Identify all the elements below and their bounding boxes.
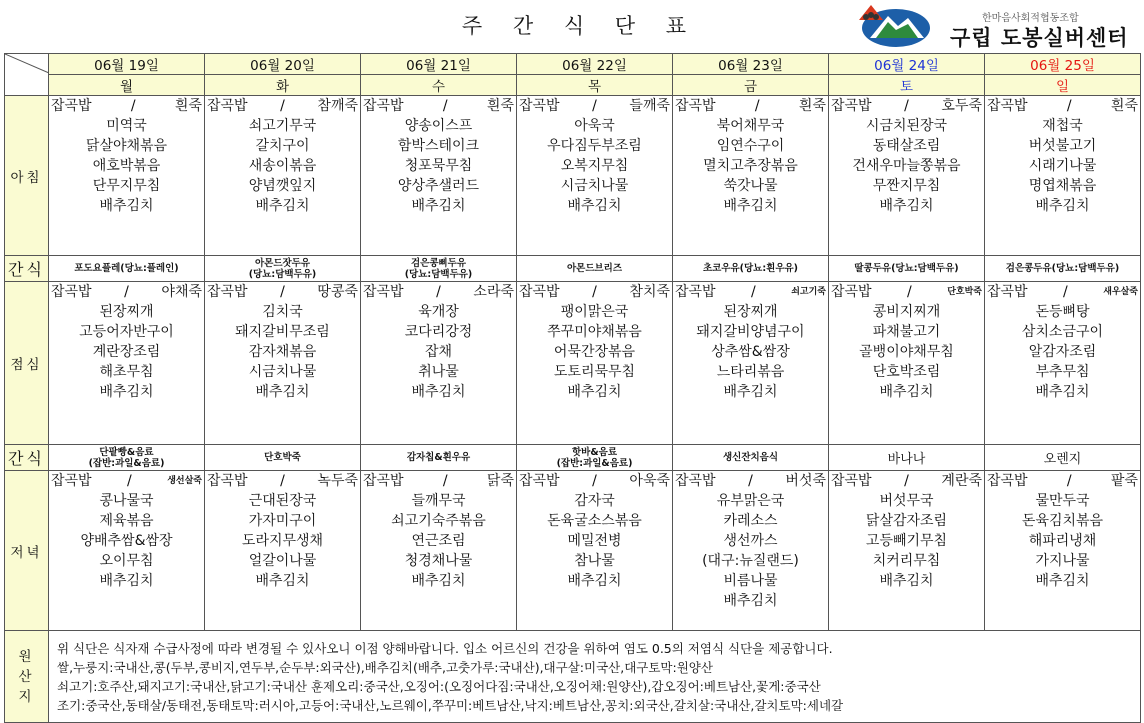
menu-item: 돼지갈비무조림 [235, 324, 330, 340]
dinner-cell [205, 471, 361, 631]
rice-name: 잡곡밥 [363, 473, 404, 489]
menu-item: 파채불고기 [872, 324, 941, 340]
slash-separator: / [751, 284, 756, 300]
rice-name: 잡곡밥 [519, 284, 560, 300]
rice-porridge-line [205, 96, 360, 116]
menu-item: 명엽채볶음 [1028, 178, 1097, 194]
corner-cell [5, 54, 49, 96]
menu-item: 쑥갓나물 [723, 178, 778, 194]
porridge-name: 새우살죽 [1103, 287, 1138, 297]
snack-cell: 생신잔치음식 [673, 445, 829, 471]
snack-cell: 오렌지 [985, 445, 1141, 471]
dinner-cell [985, 471, 1141, 631]
origin-label-text [5, 647, 48, 707]
weekday-row [5, 75, 1141, 96]
snack-cell: 검은콩두유(당뇨:담백두유) [985, 256, 1141, 282]
menu-item: 아욱국 [574, 118, 615, 134]
slash-separator: / [754, 98, 760, 114]
menu-item: 취나물 [418, 364, 459, 380]
menu-item: 닭살감자조림 [865, 513, 948, 529]
snack1-label: 간식 [5, 256, 49, 282]
porridge-name: 흰죽 [486, 98, 514, 114]
rice-name: 잡곡밥 [363, 284, 404, 300]
menu-item: 도라지무생채 [241, 533, 324, 549]
menu-item: 느타리볶음 [716, 364, 785, 380]
menu-item: (대구:뉴질랜드) [702, 553, 799, 569]
menu-item: 양념깻잎지 [248, 178, 317, 194]
dinner-cell [517, 471, 673, 631]
slash-separator: / [592, 284, 597, 300]
rice-porridge-line [517, 282, 672, 302]
rice-name: 잡곡밥 [675, 98, 716, 114]
dinner-cell [829, 471, 985, 631]
date-wed: 06월 21일 [361, 54, 517, 75]
rice-porridge-line [49, 96, 204, 116]
menu-item: 제육볶음 [99, 513, 154, 529]
lunch-cell [673, 282, 829, 445]
menu-item: 배추김치 [99, 573, 154, 589]
menu-item: 된장찌개 [723, 304, 778, 320]
dinner-cell [361, 471, 517, 631]
menu-item: 어묵간장볶음 [553, 344, 636, 360]
rice-name: 잡곡밥 [831, 473, 872, 489]
weekday-wed: 수 [361, 75, 517, 96]
rice-name: 잡곡밥 [987, 98, 1028, 114]
notes-cell [49, 631, 1141, 723]
rice-name: 잡곡밥 [51, 98, 92, 114]
menu-item: 카레소스 [723, 513, 778, 529]
date-tue: 06월 20일 [205, 54, 361, 75]
menu-item: 닭살야채볶음 [85, 138, 168, 154]
menu-item: 해초무침 [99, 364, 154, 380]
menu-item: 치커리무침 [872, 553, 941, 569]
menu-item: 무짠지무침 [872, 178, 941, 194]
snack1-row [5, 256, 1141, 282]
rice-porridge-line [205, 471, 360, 491]
lunch-label: 점심 [5, 282, 49, 445]
porridge-name: 흰죽 [174, 98, 202, 114]
slash-separator: / [1066, 98, 1072, 114]
menu-item: 우다짐두부조림 [547, 138, 642, 154]
menu-item: 도토리묵무침 [553, 364, 636, 380]
breakfast-label: 아침 [5, 96, 49, 256]
rice-porridge-line [985, 471, 1140, 491]
menu-item: 유부맑은국 [716, 493, 785, 509]
weekday-mon: 월 [49, 75, 205, 96]
snack-cell: 포도요플레(당뇨:플레인) [49, 256, 205, 282]
breakfast-cell [517, 96, 673, 256]
rice-porridge-line [517, 96, 672, 116]
rice-name: 잡곡밥 [987, 284, 1028, 300]
date-mon: 06월 19일 [49, 54, 205, 75]
porridge-name: 녹두죽 [317, 473, 358, 489]
weekday-thu: 목 [517, 75, 673, 96]
porridge-name: 흰죽 [1110, 98, 1138, 114]
diagonal-line [5, 54, 49, 92]
rice-name: 잡곡밥 [675, 284, 716, 300]
lunch-cell [49, 282, 205, 445]
menu-item: 얼갈이나물 [248, 553, 317, 569]
lunch-cell [361, 282, 517, 445]
rice-porridge-line [49, 471, 204, 491]
porridge-name: 흰죽 [798, 98, 826, 114]
menu-item: 팽이맑은국 [560, 304, 629, 320]
rice-name: 잡곡밥 [51, 473, 92, 489]
logo-title: 구립 도봉실버센터 [950, 26, 1129, 50]
rice-porridge-line [673, 471, 828, 491]
menu-item: 김치국 [262, 304, 303, 320]
rice-porridge-line [517, 471, 672, 491]
menu-item: 북어채무국 [716, 118, 785, 134]
menu-item: 애호박볶음 [92, 158, 161, 174]
menu-item: 버섯불고기 [1028, 138, 1097, 154]
snack-cell: 검은콩삐두유 (당뇨:담백두유) [361, 256, 517, 282]
menu-item: 배추김치 [99, 384, 154, 400]
rice-name: 잡곡밥 [519, 473, 560, 489]
menu-item: 양배추쌈&쌈장 [80, 533, 173, 549]
menu-item: 시금치나물 [560, 178, 629, 194]
menu-item: 미역국 [106, 118, 147, 134]
menu-item: 배추김치 [255, 198, 310, 214]
porridge-name: 계란죽 [941, 473, 982, 489]
menu-item: 배추김치 [255, 573, 310, 589]
menu-item: 참나물 [574, 553, 615, 569]
porridge-name: 닭죽 [486, 473, 514, 489]
date-fri: 06월 23일 [673, 54, 829, 75]
lunch-cell [829, 282, 985, 445]
breakfast-row [5, 96, 1141, 256]
date-sun: 06월 25일 [985, 54, 1141, 75]
slash-separator: / [130, 98, 136, 114]
menu-item: 해파리냉채 [1028, 533, 1097, 549]
rice-name: 잡곡밥 [51, 284, 92, 300]
menu-item: 쇠고기숙주볶음 [391, 513, 486, 529]
rice-porridge-line [361, 471, 516, 491]
rice-porridge-line [49, 282, 204, 302]
weekly-menu-table [4, 53, 1141, 723]
rice-name: 잡곡밥 [831, 284, 872, 300]
porridge-name: 야채죽 [161, 284, 202, 300]
menu-item: 고등어자반구이 [79, 324, 174, 340]
slash-separator: / [124, 284, 129, 300]
note-line: 위 식단은 식자재 수급사정에 따라 변경될 수 있사오니 이점 양해바랍니다. 입소 어르신의 건강을 위하여 염도 0.5의 저염식 식단을 제공합니다. [57, 640, 833, 656]
menu-item: 들깨무국 [411, 493, 466, 509]
menu-item: 배추김치 [723, 384, 778, 400]
snack-cell: 아몬드브리즈 [517, 256, 673, 282]
menu-item: 멸치고추장볶음 [703, 158, 798, 174]
snack2-label: 간식 [5, 445, 49, 471]
menu-item: 단호박조림 [872, 364, 941, 380]
rice-name: 잡곡밥 [207, 284, 248, 300]
coop-icon [858, 4, 884, 22]
menu-item: 새송이볶음 [248, 158, 317, 174]
lunch-cell [205, 282, 361, 445]
breakfast-cell [205, 96, 361, 256]
rice-porridge-line [673, 96, 828, 116]
origin-label-char: 산 [18, 668, 35, 685]
menu-item: 배추김치 [411, 573, 466, 589]
porridge-name: 참깨죽 [317, 98, 358, 114]
slash-separator: / [436, 284, 441, 300]
rice-porridge-line [829, 282, 984, 302]
menu-item: 연근조림 [411, 533, 466, 549]
menu-item: 배추김치 [567, 198, 622, 214]
snack2-row [5, 445, 1141, 471]
menu-item: 상추쌈&쌈장 [711, 344, 790, 360]
rice-porridge-line [829, 471, 984, 491]
weekday-fri: 금 [673, 75, 829, 96]
snack-cell: 딸콩두유(당뇨:담백두유) [829, 256, 985, 282]
porridge-name: 들깨죽 [629, 98, 670, 114]
logo [858, 4, 1138, 48]
page-title: 주 간 식 단 표 [461, 14, 699, 38]
menu-item: 배추김치 [879, 198, 934, 214]
porridge-name: 참치죽 [629, 284, 670, 300]
porridge-name: 땅콩죽 [317, 284, 358, 300]
menu-item: 쭈꾸미야채볶음 [547, 324, 642, 340]
menu-item: 쇠고기무국 [248, 118, 317, 134]
slash-separator: / [127, 473, 132, 489]
menu-item: 콩나물국 [99, 493, 154, 509]
weekday-tue: 화 [205, 75, 361, 96]
menu-item: 청경채나물 [404, 553, 473, 569]
porridge-name: 쇠고기죽 [791, 287, 826, 297]
snack-cell: 아몬드잣두유 (당뇨:담백두유) [205, 256, 361, 282]
slash-separator: / [1066, 473, 1072, 489]
menu-item: 물만두국 [1035, 493, 1090, 509]
rice-porridge-line [985, 96, 1140, 116]
menu-item: 단무지무침 [92, 178, 161, 194]
rice-name: 잡곡밥 [207, 98, 248, 114]
note-line: 쌀,누룽지:국내산,콩(두부,콩비지,연두부,순두부:외국산),배추김치(배추,고춧가루:국내산),대구살:미국산,대구토막:원양산 [57, 659, 713, 675]
snack-cell: 단팥빵&음료 (잡반:과일&음료) [49, 445, 205, 471]
rice-porridge-line [985, 282, 1140, 302]
menu-item: 부추무침 [1035, 364, 1090, 380]
slash-separator: / [442, 98, 448, 114]
slash-separator: / [904, 98, 909, 114]
porridge-name: 팥죽 [1110, 473, 1138, 489]
menu-item: 돈등뼈탕 [1035, 304, 1090, 320]
logo-subtitle: 한마음사회적협동조합 [982, 13, 1079, 24]
slash-separator: / [592, 473, 597, 489]
menu-item: 고등빼기무침 [865, 533, 948, 549]
menu-item: 돼지갈비양념구이 [696, 324, 805, 340]
menu-item: 감자국 [574, 493, 615, 509]
menu-item: 임연수구이 [716, 138, 785, 154]
breakfast-cell [673, 96, 829, 256]
menu-item: 비름나물 [723, 573, 778, 589]
menu-item: 된장찌개 [99, 304, 154, 320]
menu-item: 배추김치 [1035, 384, 1090, 400]
menu-item: 시금치된장국 [865, 118, 948, 134]
notes-row [5, 631, 1141, 723]
porridge-name: 소라죽 [473, 284, 514, 300]
menu-item: 돈육굴소스볶음 [547, 513, 642, 529]
rice-porridge-line [361, 282, 516, 302]
rice-name: 잡곡밥 [675, 473, 716, 489]
rice-name: 잡곡밥 [363, 98, 404, 114]
date-sat: 06월 24일 [829, 54, 985, 75]
porridge-name: 생선살죽 [167, 476, 202, 486]
slash-separator: / [280, 284, 285, 300]
menu-item: 배추김치 [723, 593, 778, 609]
menu-item: 배추김치 [411, 198, 466, 214]
menu-item: 계란장조림 [92, 344, 161, 360]
menu-item: 삼치소금구이 [1021, 324, 1104, 340]
origin-label [5, 631, 49, 723]
dinner-row [5, 471, 1141, 631]
menu-item: 감자채볶음 [248, 344, 317, 360]
menu-item: 가자미구이 [248, 513, 317, 529]
porridge-name: 호두죽 [941, 98, 982, 114]
snack-cell: 단호박죽 [205, 445, 361, 471]
slash-separator: / [442, 473, 448, 489]
menu-item: 콩비지찌개 [872, 304, 941, 320]
slash-separator: / [907, 284, 912, 300]
menu-item: 돈육김치볶음 [1021, 513, 1104, 529]
menu-item: 배추김치 [567, 573, 622, 589]
snack-cell: 초코우유(당뇨:흰우유) [673, 256, 829, 282]
menu-item: 양송이스프 [404, 118, 473, 134]
menu-item: 잡채 [424, 344, 453, 360]
slash-separator: / [748, 473, 753, 489]
menu-item: 재첩국 [1042, 118, 1083, 134]
slash-separator: / [280, 98, 285, 114]
lunch-cell [517, 282, 673, 445]
menu-item: 생선까스 [723, 533, 778, 549]
menu-item: 배추김치 [879, 384, 934, 400]
breakfast-cell [361, 96, 517, 256]
snack-cell: 핫바&음료 (잡반:과일&음료) [517, 445, 673, 471]
weekday-sun: 일 [985, 75, 1141, 96]
menu-item: 함박스테이크 [397, 138, 480, 154]
menu-item: 건새우마늘쫑볶음 [852, 158, 961, 174]
slash-separator: / [592, 98, 597, 114]
menu-item: 갈치구이 [255, 138, 310, 154]
note-line: 쇠고기:호주산,돼지고기:국내산,닭고기:국내산 훈제오리:중국산,오징어:(오징어다짐:국내산,오징어채:원양산),갑오징어:베트남산,꽃게:중국산 [57, 678, 821, 694]
menu-item: 골뱅이야채무침 [859, 344, 954, 360]
dinner-cell [673, 471, 829, 631]
breakfast-cell [829, 96, 985, 256]
menu-item: 배추김치 [723, 198, 778, 214]
lunch-cell [985, 282, 1141, 445]
snack-cell: 감자칩&흰우유 [361, 445, 517, 471]
menu-item: 근대된장국 [248, 493, 317, 509]
porridge-name: 아욱죽 [629, 473, 670, 489]
rice-name: 잡곡밥 [831, 98, 872, 114]
origin-label-char: 원 [18, 648, 35, 665]
rice-porridge-line [205, 282, 360, 302]
menu-item: 동태살조림 [872, 138, 941, 154]
menu-item: 코다리강정 [404, 324, 473, 340]
slash-separator: / [280, 473, 285, 489]
breakfast-cell [985, 96, 1141, 256]
origin-label-char: 지 [18, 688, 35, 705]
snack-cell: 바나나 [829, 445, 985, 471]
date-thu: 06월 22일 [517, 54, 673, 75]
menu-item: 메밀전병 [567, 533, 622, 549]
menu-item: 배추김치 [1035, 573, 1090, 589]
weekday-sat: 토 [829, 75, 985, 96]
menu-item: 시금치나물 [248, 364, 317, 380]
breakfast-cell [49, 96, 205, 256]
dinner-label: 저녁 [5, 471, 49, 631]
slash-separator: / [1063, 284, 1068, 300]
rice-porridge-line [673, 282, 828, 302]
menu-item: 오이무침 [99, 553, 154, 569]
date-row [5, 54, 1141, 75]
menu-item: 버섯무국 [879, 493, 934, 509]
dinner-cell [49, 471, 205, 631]
menu-item: 배추김치 [255, 384, 310, 400]
menu-item: 시래기나물 [1028, 158, 1097, 174]
menu-item: 육개장 [418, 304, 459, 320]
rice-name: 잡곡밥 [207, 473, 248, 489]
porridge-name: 단호박죽 [947, 287, 982, 297]
menu-item: 양상추샐러드 [397, 178, 480, 194]
menu-item: 알감자조림 [1028, 344, 1097, 360]
menu-item: 배추김치 [1035, 198, 1090, 214]
slash-separator: / [904, 473, 909, 489]
menu-item: 배추김치 [99, 198, 154, 214]
rice-name: 잡곡밥 [519, 98, 560, 114]
menu-item: 배추김치 [879, 573, 934, 589]
rice-porridge-line [361, 96, 516, 116]
note-line: 조기:중국산,동태살/동태전,동태토막:러시아,고등어:국내산,노르웨이,쭈꾸미:베트남산,낙지:베트남산,꽁치:외국산,갈치살:국내산,갈치토막:세네갈 [57, 697, 844, 713]
menu-item: 배추김치 [567, 384, 622, 400]
rice-name: 잡곡밥 [987, 473, 1028, 489]
lunch-row [5, 282, 1141, 445]
menu-item: 가지나물 [1035, 553, 1090, 569]
rice-porridge-line [829, 96, 984, 116]
menu-item: 배추김치 [411, 384, 466, 400]
menu-item: 청포묵무침 [404, 158, 473, 174]
porridge-name: 버섯죽 [785, 473, 826, 489]
menu-item: 오복지무침 [560, 158, 629, 174]
